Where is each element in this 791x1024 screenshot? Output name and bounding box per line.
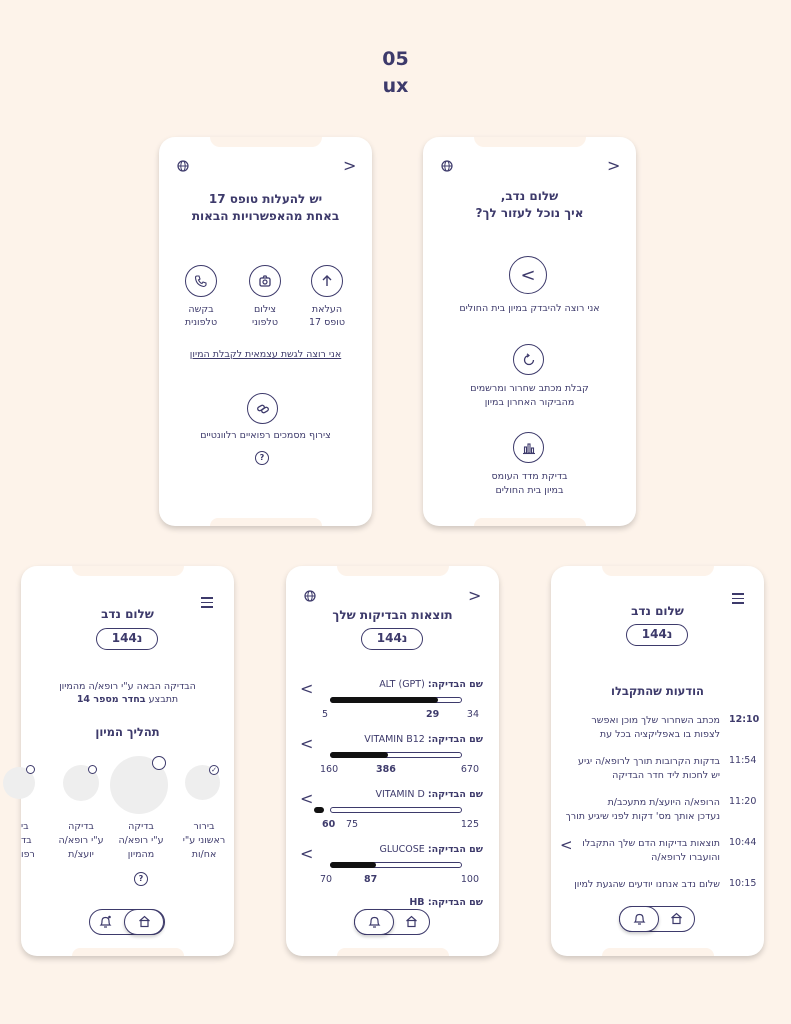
step-dot-consultant xyxy=(88,765,97,774)
discharge-letter-line1: קבלת מכתב שחרור ומרשמים xyxy=(470,383,589,394)
test-name-prefix: שם הבדיקה: xyxy=(427,734,483,745)
discharge-letter-label[interactable] xyxy=(423,382,636,410)
message-line2: והועברו לרופא/ה xyxy=(651,852,720,863)
ticket-number: נ144 xyxy=(626,624,688,646)
phone-icon xyxy=(185,265,217,297)
chevron-left-icon[interactable]: < xyxy=(300,844,314,863)
test-result-row[interactable] xyxy=(286,734,499,784)
test-value: 75 xyxy=(346,819,359,830)
message-line1: שלום נדב אנחנו יודעים שהגעת למיון xyxy=(574,879,720,890)
forward-arrow-icon[interactable]: > xyxy=(607,156,621,175)
greeting: שלום נדב xyxy=(631,604,684,618)
range-bar-fill xyxy=(314,807,324,813)
attach-docs-label: צירוף מסמכים רפואיים רלוונטיים xyxy=(200,430,331,441)
range-bar xyxy=(330,807,462,813)
message-line2: לצפות בו באפליקציה בכל עת xyxy=(599,729,720,740)
test-name-prefix: שם הבדיקה: xyxy=(427,844,483,855)
message-time: 10:15 xyxy=(729,878,757,889)
get-checked-label[interactable]: אני רוצה להיבדק במיון בית החולים xyxy=(459,303,600,314)
step-cut-1: בי xyxy=(21,821,29,832)
step-consultant-3: יועצ/ת xyxy=(68,849,94,860)
messages-list xyxy=(551,712,764,890)
self-arrival-link[interactable]: אני רוצה לגשת עצמאית לקבלת המיון xyxy=(189,349,342,360)
test-name: ALT (GPT) xyxy=(379,679,425,690)
link-attach-icon[interactable] xyxy=(247,393,278,424)
message-time: 10:44 xyxy=(729,837,757,848)
next-exam-room: בחדר מספר 14 xyxy=(76,694,146,705)
bottom-nav xyxy=(89,909,165,935)
chevron-left-icon[interactable]: < xyxy=(509,256,547,294)
chevron-left-icon[interactable]: < xyxy=(300,679,314,698)
er-load-line1: בדיקת מדד העומס xyxy=(491,471,568,482)
test-max: 125 xyxy=(460,819,479,830)
step-consultant-1: בדיקה xyxy=(68,821,94,832)
bottom-nav xyxy=(619,906,695,932)
test-max: 670 xyxy=(460,764,479,775)
message-item[interactable] xyxy=(551,794,764,832)
step-doctor-2: ע"י רופא/ה xyxy=(118,835,164,846)
range-bar-fill xyxy=(330,697,438,703)
camera-icon xyxy=(249,265,281,297)
message-time: 11:20 xyxy=(729,796,757,807)
bell-icon xyxy=(633,912,646,926)
test-min: 70 xyxy=(320,874,333,885)
message-line1: הרופא/ה היועצ/ת מתעכב/ת xyxy=(607,797,720,808)
step-doctor-1: בדיקה xyxy=(128,821,154,832)
next-exam-line1: הבדיקה הבאה ע"י רופא/ה מהמיון xyxy=(59,681,196,692)
bell-icon[interactable] xyxy=(99,915,112,929)
section-label: ux xyxy=(382,75,409,97)
test-name-prefix: שם הבדיקה: xyxy=(427,789,483,800)
test-value: 29 xyxy=(426,709,440,720)
ticket-number: נ144 xyxy=(361,628,423,650)
test-min: 5 xyxy=(322,709,329,720)
step-consultant-2: ע"י רופא/ה xyxy=(58,835,104,846)
message-time: 11:54 xyxy=(729,755,757,766)
test-value: 87 xyxy=(364,874,378,885)
message-line1: תוצאות בדיקות הדם שלך התקבלו xyxy=(582,838,720,849)
upload-label-2: טופס 17 xyxy=(309,317,345,328)
help-icon[interactable]: ? xyxy=(134,872,148,886)
camera-option[interactable] xyxy=(245,265,285,329)
process-title: תהליך המיון xyxy=(95,725,160,739)
camera-label-2: טלפוני xyxy=(251,317,278,328)
er-load-line2: במיון בית החולים xyxy=(495,485,564,496)
test-max: 100 xyxy=(460,874,479,885)
test-name: GLUCOSE xyxy=(379,844,425,855)
section-number: 05 xyxy=(382,48,409,70)
results-title: תוצאות הבדיקות שלך xyxy=(332,608,453,622)
tofes-title-line2: באחת מהאפשרויות הבאות xyxy=(191,209,340,223)
upload-icon xyxy=(311,265,343,297)
greeting: שלום נדב xyxy=(101,607,154,621)
welcome-title-line1: שלום נדב, xyxy=(500,189,559,203)
test-name: VITAMIN D xyxy=(375,789,425,800)
home-icon xyxy=(138,915,151,928)
phone-results-screen xyxy=(286,566,499,956)
tofes-title-line1: יש להעלות טופס 17 xyxy=(208,192,323,206)
notifications-tab-active[interactable] xyxy=(354,909,394,935)
bottom-nav xyxy=(354,909,430,935)
forward-arrow-icon[interactable]: > xyxy=(468,586,482,605)
camera-label-1: צילום xyxy=(253,304,277,315)
step-dot-er-doctor xyxy=(152,756,166,770)
message-line2: נעדכן אותך מס' דקות לפני שיגיע תורך xyxy=(565,811,720,822)
next-exam-line2 xyxy=(21,693,234,706)
upload-label-1: העלאת xyxy=(311,304,343,315)
refresh-icon[interactable] xyxy=(513,344,544,375)
help-icon[interactable]: ? xyxy=(255,451,269,465)
test-result-row[interactable] xyxy=(286,789,499,839)
globe-icon[interactable] xyxy=(177,160,189,172)
home-icon[interactable] xyxy=(405,915,418,928)
step-nurse-1: בירור xyxy=(193,821,215,832)
step-cut-3: רפו xyxy=(21,849,35,860)
messages-title: הודעות שהתקבלו xyxy=(611,684,704,698)
step-cut-2: בד xyxy=(21,835,32,846)
home-icon[interactable] xyxy=(670,912,683,925)
test-value: 386 xyxy=(376,764,396,775)
test-result-row[interactable] xyxy=(286,844,499,894)
test-name-prefix: שם הבדיקה: xyxy=(427,679,483,690)
test-name: VITAMIN B12 xyxy=(364,734,425,745)
message-item[interactable] xyxy=(551,753,764,791)
step-dot-cut xyxy=(26,765,35,774)
message-line2: יש לחכות ליד חדר הבדיקה xyxy=(612,770,720,781)
bell-icon xyxy=(368,915,381,929)
range-bar-fill xyxy=(330,752,388,758)
test-name-cut: שם הבדיקה: HB xyxy=(409,897,483,908)
message-line1: בדקות הקרובות תורך לרופא/ה יגיע xyxy=(578,756,720,767)
discharge-letter-line2: מהביקור האחרון במיון xyxy=(484,397,575,408)
notifications-tab-active[interactable] xyxy=(619,906,659,932)
home-tab-active[interactable] xyxy=(124,909,164,935)
message-item[interactable] xyxy=(551,712,764,750)
bar-chart-icon[interactable] xyxy=(513,432,544,463)
chevron-left-icon[interactable]: < xyxy=(300,789,314,808)
phone-messages-screen xyxy=(551,566,764,956)
test-min: 60 xyxy=(322,819,336,830)
step-nurse-2: ראשוני ע"י xyxy=(182,835,226,846)
ticket-number: נ144 xyxy=(96,628,158,650)
welcome-title-line2: איך נוכל לעזור לך? xyxy=(475,206,584,220)
globe-icon[interactable] xyxy=(304,590,316,602)
phone-call-label-2: טלפונית xyxy=(184,317,218,328)
phone-welcome-screen xyxy=(423,137,636,526)
phone-process-screen xyxy=(21,566,234,956)
forward-arrow-icon[interactable]: > xyxy=(343,156,357,175)
message-line1: מכתב השחרור שלך מוכן ואפשר xyxy=(591,715,720,726)
step-nurse-3: אח/ות xyxy=(191,849,217,860)
step-doctor-3: מהמיון xyxy=(127,849,155,860)
range-bar-fill xyxy=(330,862,376,868)
chevron-left-icon[interactable]: < xyxy=(560,836,573,854)
phone-call-label-1: בקשה xyxy=(188,304,214,315)
step-check-icon: ✓ xyxy=(209,765,219,775)
test-result-row[interactable] xyxy=(286,679,499,729)
message-item[interactable] xyxy=(551,835,764,873)
chevron-left-icon[interactable]: < xyxy=(300,734,314,753)
next-exam-prefix: תתבצע xyxy=(145,694,179,705)
message-time: 12:10 xyxy=(729,714,760,725)
phone-tofes-screen xyxy=(159,137,372,526)
test-max: 34 xyxy=(466,709,479,720)
er-load-label[interactable] xyxy=(423,470,636,498)
phone-call-option[interactable] xyxy=(181,265,221,329)
globe-icon[interactable] xyxy=(441,160,453,172)
test-min: 160 xyxy=(320,764,339,775)
upload-option[interactable] xyxy=(307,265,347,329)
